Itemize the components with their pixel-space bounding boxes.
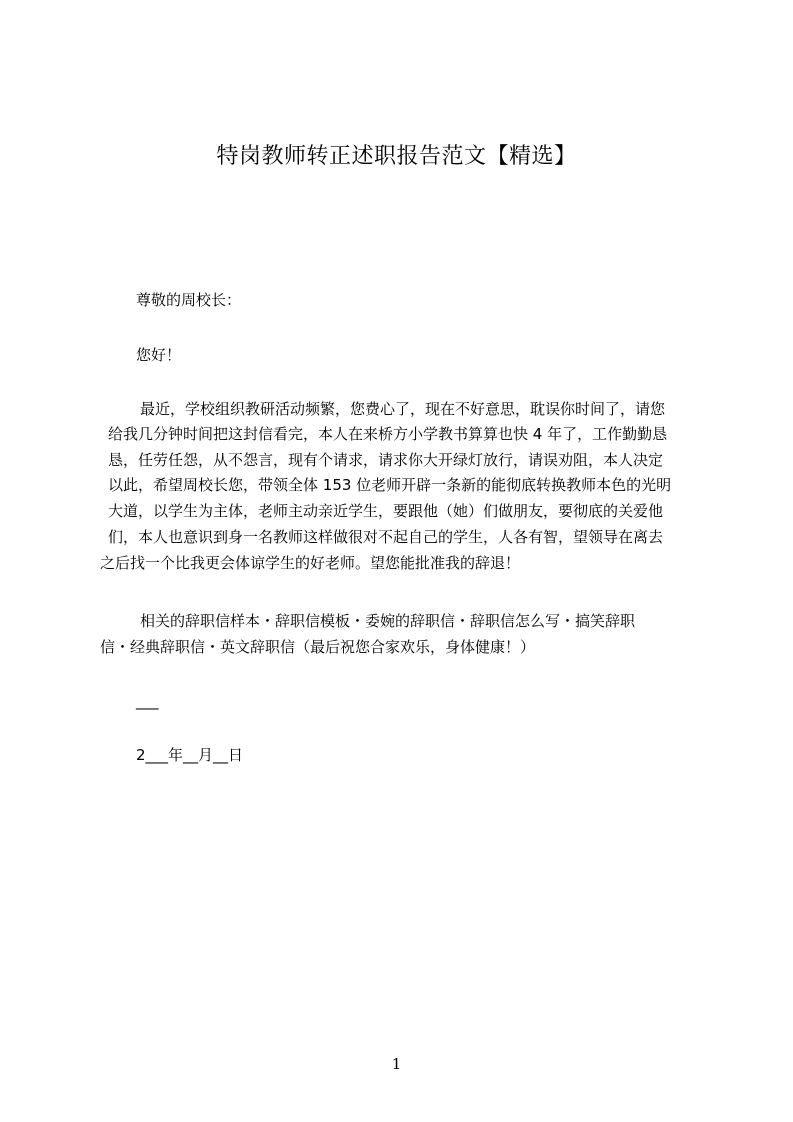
paragraph-2-line: 信・经典辞职信・英文辞职信（最后祝您合家欢乐，身体健康！） bbox=[100, 638, 536, 656]
greeting: 您好！ bbox=[136, 346, 182, 364]
paragraph-1-line: 大道，以学生为主体，老师主动亲近学生，要跟他（她）们做朋友，要彻底的关爱他 bbox=[108, 502, 664, 520]
salutation: 尊敬的周校长： bbox=[136, 291, 242, 309]
paragraph-1-line: 最近，学校组织教研活动频繁，您费心了，现在不好意思，耽误你时间了，请您 bbox=[140, 400, 666, 418]
date-line: 2___年__月__日 bbox=[136, 746, 244, 764]
document-title: 特岗教师转正述职报告范文【精选】 bbox=[216, 144, 577, 169]
paragraph-1-line: 恳，任劳任怨，从不怨言，现有个请求，请求你大开绿灯放行，请误劝阻，本人决定 bbox=[108, 451, 664, 469]
paragraph-2-line: 相关的辞职信样本・辞职信模板・委婉的辞职信・辞职信怎么写・搞笑辞职 bbox=[140, 612, 636, 630]
paragraph-1-line: 们，本人也意识到身一名教师这样做很对不起自己的学生，人各有智，望领导在离去 bbox=[108, 528, 664, 546]
paragraph-1-line: 以此，希望周校长您，带领全体 153 位老师开辟一条新的能彻底转换教师本色的光明 bbox=[108, 476, 672, 494]
signature-line: ___ bbox=[136, 692, 159, 710]
page-number: 1 bbox=[391, 1055, 402, 1073]
paragraph-1-line: 给我几分钟时间把这封信看完，本人在来桥方小学教书算算也快 4 年了，工作勤勤恳 bbox=[108, 425, 668, 443]
paragraph-1-line: 之后找一个比我更会体谅学生的好老师。望您能批准我的辞退！ bbox=[100, 554, 521, 572]
